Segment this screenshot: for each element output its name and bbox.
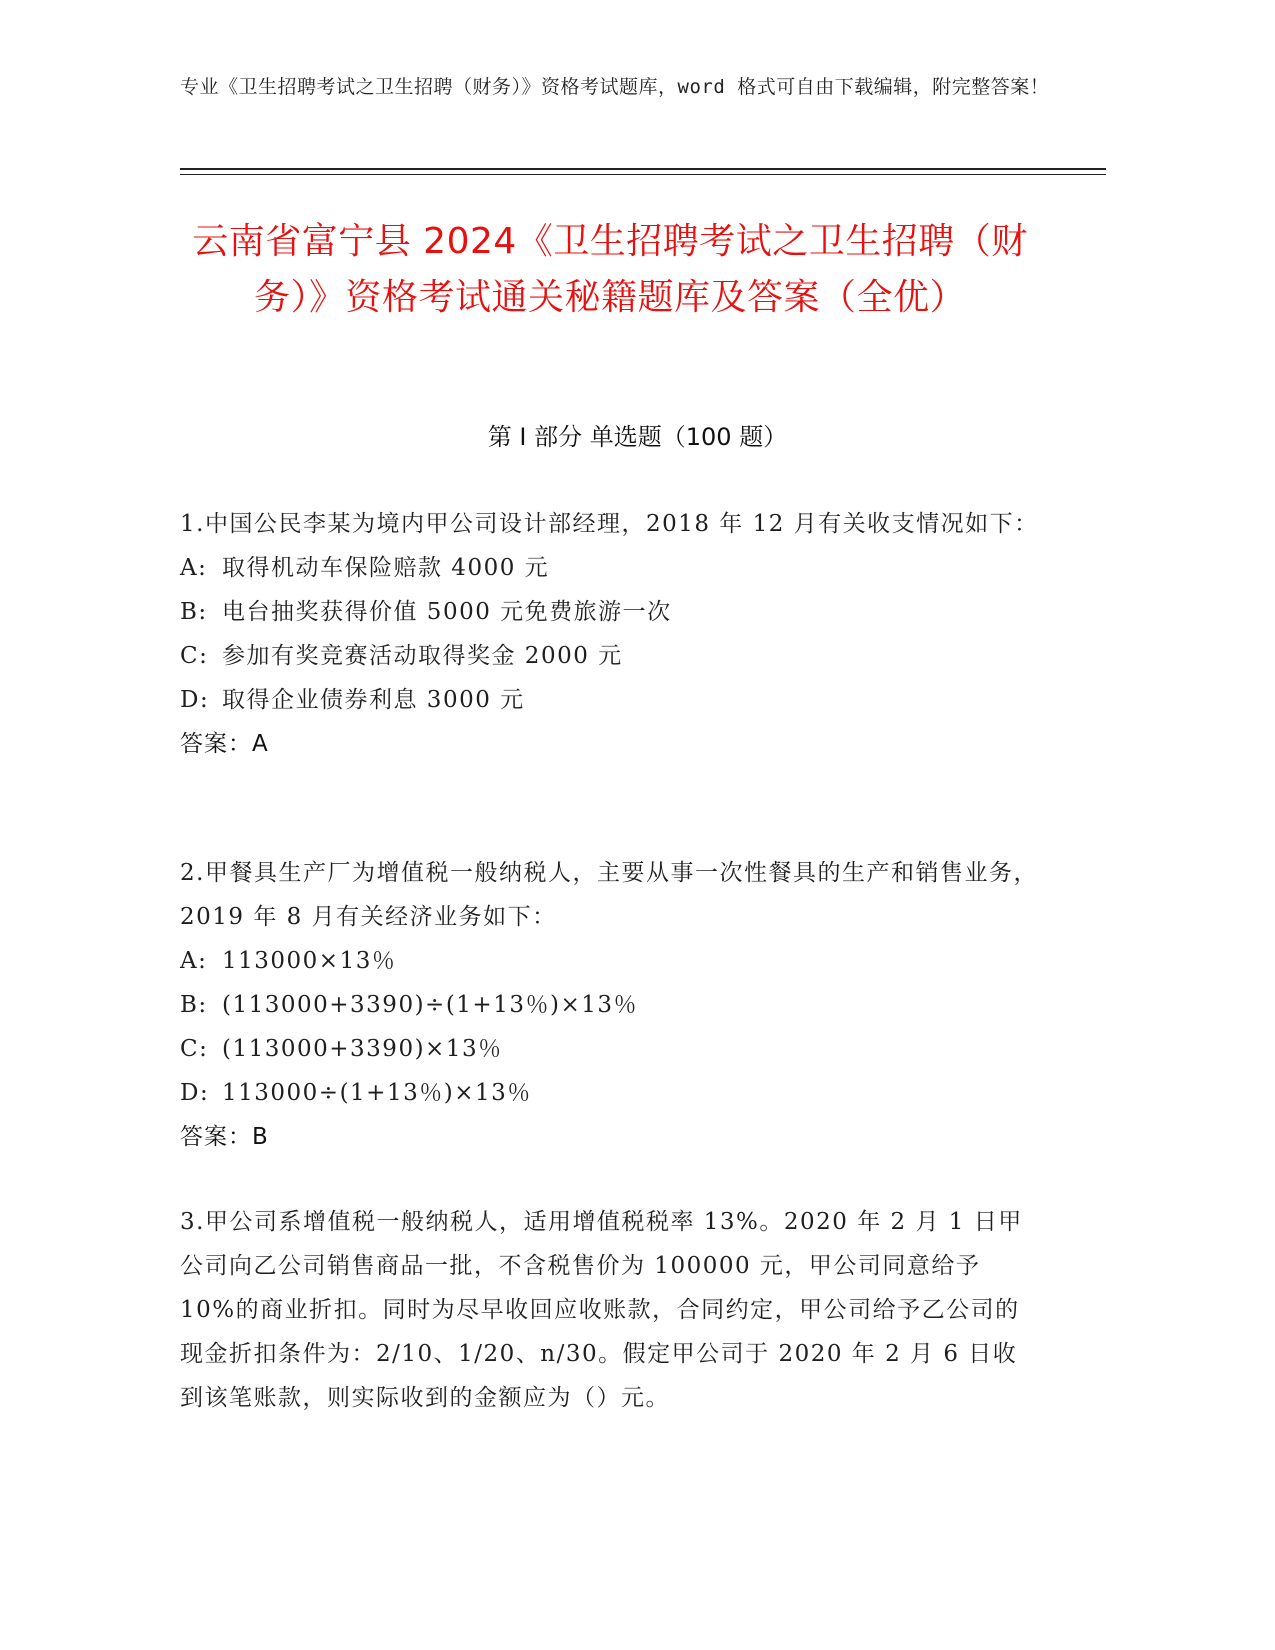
option-letter: B: — [180, 599, 208, 625]
question-stem: 3.甲公司系增值税一般纳税人，适用增值税税率 13%。2020 年 2 月 1 日甲公司向乙公司销售商品一批，不含税售价为 100000 元，甲公司同意给予 10%的商业折扣。同时为尽早收回应收账款，合同约定，甲公司给予乙公司的现金折扣条件为：2/10、1/20、n/30。假定甲公司于 2020 年 2 月 6 日收到该笔账款，则实际收到的金额应为（）元。 — [180, 1209, 1023, 1411]
option-text: (113000+3390)×13％ — [222, 1036, 503, 1062]
option-a — [180, 939, 1040, 983]
option-letter: C: — [180, 643, 209, 669]
option-letter: D: — [180, 1080, 210, 1106]
option-text: (113000+3390)÷(1+13％)×13％ — [222, 992, 638, 1018]
option-text: 参加有奖竞赛活动取得奖金 2000 元 — [222, 643, 623, 669]
option-a — [180, 546, 1040, 590]
question-stem: 1.中国公民李某为境内甲公司设计部经理，2018 年 12 月有关收支情况如下： — [180, 511, 1039, 537]
option-b — [180, 983, 1040, 1027]
section-heading: 第 I 部分 单选题（100 题） — [487, 423, 788, 451]
header-divider-thick — [180, 168, 1106, 170]
option-c — [180, 634, 1040, 678]
option-text: 取得企业债券利息 3000 元 — [222, 687, 525, 713]
option-letter: A: — [180, 555, 208, 581]
question-3 — [180, 1200, 1040, 1420]
question-stem: 2.甲餐具生产厂为增值税一般纳税人，主要从事一次性餐具的生产和销售业务，2019 年 8 月有关经济业务如下： — [180, 860, 1038, 930]
question-1 — [180, 502, 1040, 766]
question-2 — [180, 851, 1040, 1159]
document-title: 云南省富宁县 2024《卫生招聘考试之卫生招聘（财务）》资格考试通关秘籍题库及答案（全优） — [192, 221, 1028, 318]
option-letter: C: — [180, 1036, 209, 1062]
option-text: 113000×13％ — [222, 948, 397, 974]
option-letter: B: — [180, 992, 208, 1018]
option-d — [180, 678, 1040, 722]
option-b — [180, 590, 1040, 634]
option-text: 电台抽奖获得价值 5000 元免费旅游一次 — [222, 599, 672, 625]
option-letter: D: — [180, 687, 210, 713]
header-divider-thin — [180, 174, 1106, 175]
option-letter: A: — [180, 948, 208, 974]
header-note: 专业《卫生招聘考试之卫生招聘（财务）》资格考试题库，word 格式可自由下载编辑，附完整答案！ — [180, 76, 1050, 98]
option-text: 取得机动车保险赔款 4000 元 — [222, 555, 550, 581]
option-c — [180, 1027, 1040, 1071]
answer-line: 答案：B — [180, 1124, 269, 1150]
option-d — [180, 1071, 1040, 1115]
answer-line: 答案：A — [180, 731, 269, 757]
option-text: 113000÷(1+13％)×13％ — [222, 1080, 532, 1106]
